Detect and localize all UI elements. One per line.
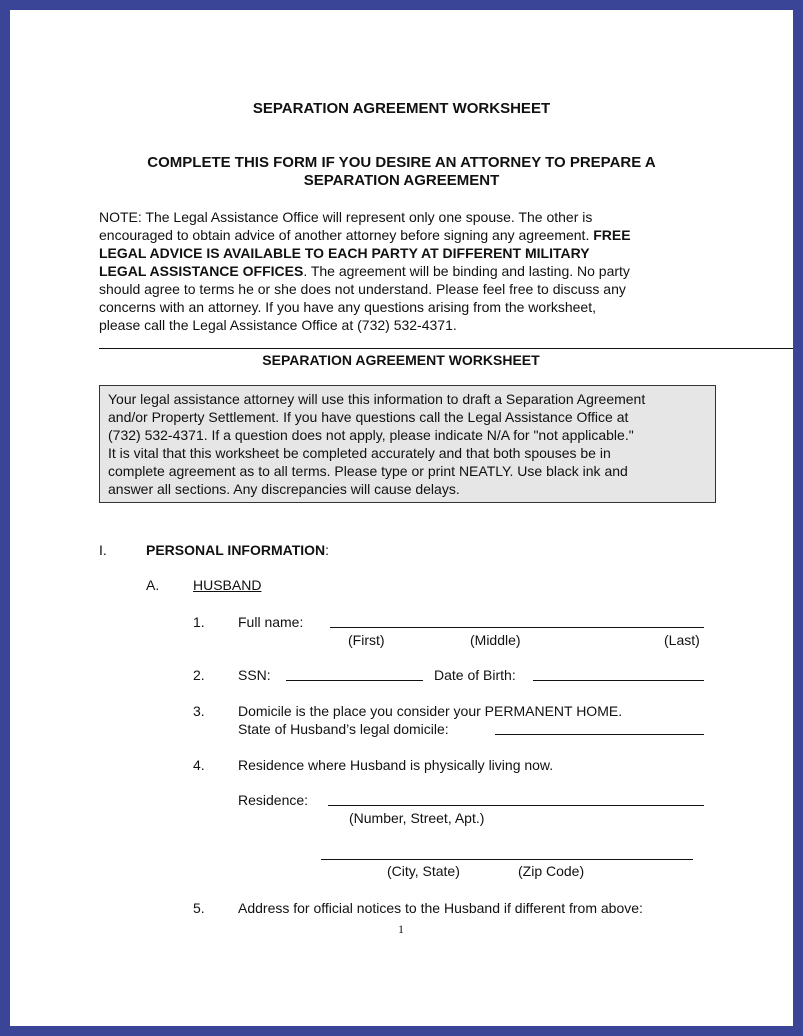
q2-number: 2. xyxy=(193,667,205,683)
note-text: encouraged to obtain advice of another attorney before signing any agreement. xyxy=(99,227,594,243)
residence-street-field[interactable] xyxy=(328,805,704,806)
document-page xyxy=(10,10,793,1026)
q4-number: 4. xyxy=(193,757,205,773)
instruction-line: and/or Property Settlement. If you have questions call the Legal Assistance Office at xyxy=(108,409,629,425)
full-name-label: Full name: xyxy=(238,614,304,630)
note-line: NOTE: The Legal Assistance Office will represent only one spouse. The other is xyxy=(99,209,593,225)
husband-heading xyxy=(193,576,261,594)
q3-number: 3. xyxy=(193,703,205,719)
ssn-field[interactable] xyxy=(286,680,423,681)
note-line xyxy=(99,244,631,262)
official-address-text: Address for official notices to the Husband if different from above: xyxy=(238,900,643,916)
note-line: please call the Legal Assistance Office at (732) 532-4371. xyxy=(99,317,457,333)
instruction-line: complete agreement as to all terms. Please type or print NEATLY. Use black ink and xyxy=(108,463,628,479)
domicile-label: State of Husband’s legal domicile: xyxy=(238,721,449,737)
note-text: . The agreement will be binding and lasting. No party xyxy=(303,263,630,279)
instruction-line: (732) 532-4371. If a question does not apply, please indicate N/A for "not applicable." xyxy=(108,427,634,443)
street-caption: (Number, Street, Apt.) xyxy=(349,810,485,826)
ssn-label: SSN: xyxy=(238,667,271,683)
subtitle-line-2: SEPARATION AGREEMENT xyxy=(303,172,500,189)
section-divider xyxy=(99,348,793,349)
instruction-line: It is vital that this worksheet be completed accurately and that both spouses be in xyxy=(108,445,611,461)
q1-number: 1. xyxy=(193,614,205,630)
residence-text: Residence where Husband is physically living now. xyxy=(238,757,554,773)
first-name-caption: (First) xyxy=(348,632,385,648)
instructions-box xyxy=(99,385,716,503)
middle-name-caption: (Middle) xyxy=(470,632,521,648)
part-number: I. xyxy=(99,542,107,558)
part-colon: : xyxy=(325,542,330,558)
note-line xyxy=(99,226,631,244)
city-state-caption: (City, State) xyxy=(387,863,460,879)
note-bold: LEGAL ASSISTANCE OFFICES xyxy=(99,263,304,279)
page-number: 1 xyxy=(398,922,404,936)
residence-label: Residence: xyxy=(238,792,309,808)
full-name-field[interactable] xyxy=(330,627,704,628)
husband-letter: A. xyxy=(146,577,160,593)
note-line: concerns with an attorney. If you have any questions arising from the worksheet, xyxy=(99,299,596,315)
instruction-line: Your legal assistance attorney will use this information to draft a Separation Agreement xyxy=(108,391,646,407)
q5-number: 5. xyxy=(193,900,205,916)
instruction-line: answer all sections. Any discrepancies will cause delays. xyxy=(108,481,460,497)
zip-code-caption: (Zip Code) xyxy=(518,863,585,879)
husband-title: HUSBAND xyxy=(193,577,262,593)
note-line xyxy=(99,262,631,280)
page-title: SEPARATION AGREEMENT WORKSHEET xyxy=(252,100,551,117)
section-title: SEPARATION AGREEMENT WORKSHEET xyxy=(262,352,540,368)
subtitle-line-1: COMPLETE THIS FORM IF YOU DESIRE AN ATTORNEY TO PREPARE A xyxy=(147,154,656,171)
part-heading xyxy=(146,541,329,559)
note-line: should agree to terms he or she does not understand. Please feel free to discuss any xyxy=(99,281,626,297)
note-bold: LEGAL ADVICE IS AVAILABLE TO EACH PARTY AT DIFFERENT MILITARY xyxy=(99,245,590,261)
domicile-text: Domicile is the place you consider your PERMANENT HOME. xyxy=(238,703,623,719)
date-of-birth-label: Date of Birth: xyxy=(434,667,516,683)
part-title: PERSONAL INFORMATION xyxy=(146,542,326,558)
note-paragraph xyxy=(99,208,631,334)
domicile-field[interactable] xyxy=(495,734,704,735)
last-name-caption: (Last) xyxy=(664,632,700,648)
residence-city-field[interactable] xyxy=(321,859,693,860)
note-bold: FREE xyxy=(593,227,631,243)
date-of-birth-field[interactable] xyxy=(533,680,704,681)
